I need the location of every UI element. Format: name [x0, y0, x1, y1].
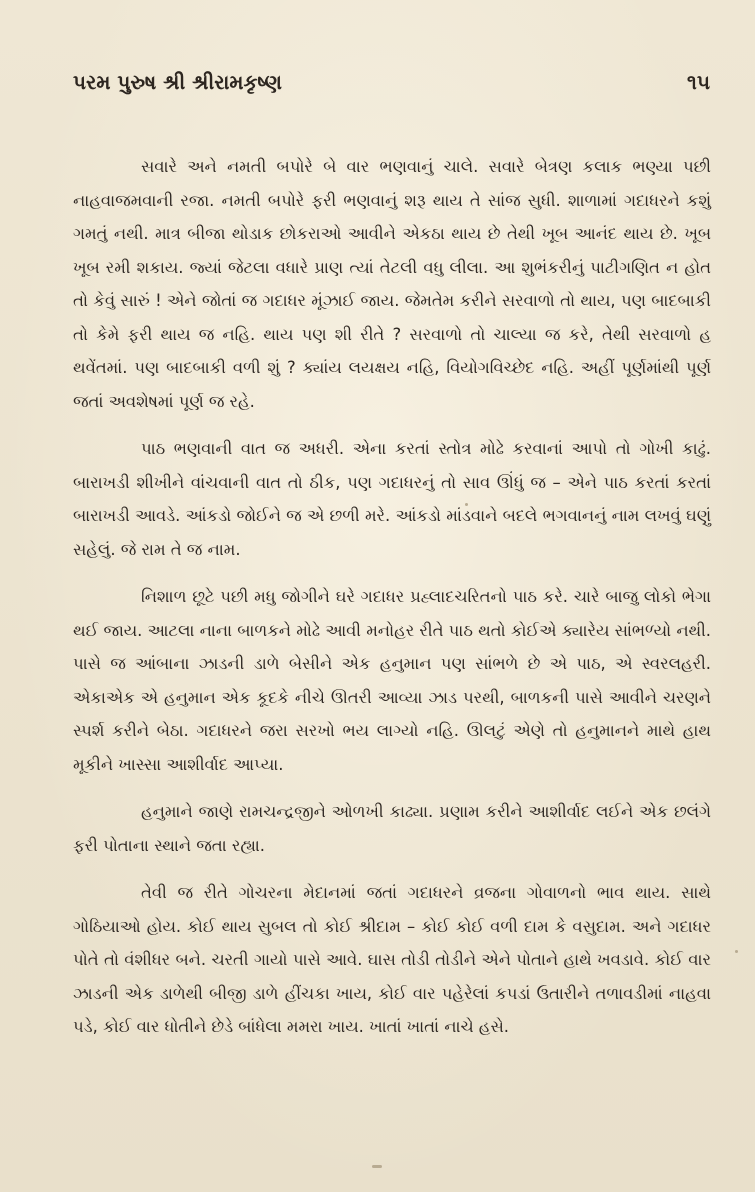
paper-speck	[372, 1165, 382, 1168]
running-title: પરમ પુરુષ શ્રી શ્રીરામકૃષ્ણ	[73, 70, 282, 94]
page-number: ૧૫	[687, 70, 710, 94]
paragraph-5: તેવી જ રીતે ગોચરના મેદાનમાં જતાં ગદાધરને વ્રજના ગોવાળનો ભાવ થાય. સાથે ગોઠિયાઓ હોય. કોઈ થાય સુબલ તો કોઈ શ્રીદામ – કોઈ કોઈ વળી દામ કે વસુદામ. અને ગદાધર પોતે તો વંશીધર બને. ચરતી ગાયો પાસે આવે. ઘાસ તોડી તોડીને એને પોતાને હાથે ખવડાવે. કોઈ વાર ઝાડની એક ડાળેથી બીજી ડાળે હીંચકા ખાય, કોઈ વાર પહેરેલાં કપડાં ઉતારીને તળાવડીમાં નાહવા પડે, કોઈ વાર ધોતીને છેડે બાંધેલા મમરા ખાય. ખાતાં ખાતાં નાચે હસે.	[73, 883, 711, 1036]
paper-speck	[465, 503, 468, 506]
paragraph-2: પાઠ ભણવાની વાત જ અધરી. એના કરતાં સ્તોત્ર મોઢે કરવાનાં આપો તો ગોખી કાઢું. બારાખડી શીખીને વાંચવાની વાત તો ઠીક, પણ ગદાધરનું તો સાવ ઊંધું જ – એને પાઠ કરતાં કરતાં બારાખડી આવડે. આંકડો જોઈને જ એ છળી મરે. આંકડો માંડવાને બદલે ભગવાનનું નામ લખવું ઘણું સહેલું. જે રામ તે જ નામ.	[73, 439, 711, 559]
paper-speck	[735, 950, 738, 953]
paragraph-1: સવારે અને નમતી બપોરે બે વાર ભણવાનું ચાલે. સવારે બેત્રણ કલાક ભણ્યા પછી નાહવાજમવાની રજા. નમતી બપોરે ફરી ભણવાનું શરૂ થાય તે સાંજ સુધી. શાળામાં ગદાધરને કશું ગમતું નથી. માત્ર બીજા થોડાક છોકરાઓ આવીને એકઠા થાય છે તેથી ખૂબ આનંદ થાય છે. ખૂબ ખૂબ રમી શકાય. જ્યાં જેટલા વધારે પ્રાણ ત્યાં તેટલી વધુ લીલા. આ શુભંકરીનું પાટીગણિત ન હોત તો કેવું સારું ! એને જોતાં જ ગદાધર મૂંઝાઈ જાય. જેમતેમ કરીને સરવાળો તો થાય, પણ બાદબાકી તો કેમે ફરી થાય જ નહિ. થાય પણ શી રીતે ? સરવાળો તો ચાલ્યા જ કરે, તેથી સરવાળો હ થવેંતમાં. પણ બાદબાકી વળી શું ? ક્યાંય લયક્ષય નહિ, વિયોગવિચ્છેદ નહિ. અહીં પૂર્ણમાંથી પૂર્ણ જતાં અવશેષમાં પૂર્ણ જ રહે.	[73, 157, 711, 411]
body-text	[73, 150, 711, 1058]
paragraph-3: નિશાળ છૂટે પછી મધુ જોગીને ઘરે ગદાધર પ્રહ્લાદચરિતનો પાઠ કરે. ચારે બાજુ લોકો ભેગા થઈ જાય. આટલા નાના બાળકને મોઢે આવી મનોહર રીતે પાઠ થતો કોઈએ ક્યારેય સાંભળ્યો નથી. પાસે જ આંબાના ઝાડની ડાળે બેસીને એક હનુમાન પણ સાંભળે છે એ પાઠ, એ સ્વરલહરી. એકાએક એ હનુમાન એક કૂદકે નીચે ઊતરી આવ્યા ઝાડ પરથી, બાળકની પાસે આવીને ચરણને સ્પર્શ કરીને બેઠા. ગદાધરને જરા સરખો ભય લાગ્યો નહિ. ઊલટું એણે તો હનુમાનને માથે હાથ મૂકીને ખાસ્સા આશીર્વાદ આપ્યા.	[73, 587, 711, 774]
page-header	[73, 70, 710, 106]
paragraph-4: હનુમાને જાણે રામચન્દ્રજીને ઓળખી કાઢ્યા. પ્રણામ કરીને આશીર્વાદ લઈને એક છલંગે ફરી પોતાના સ્થાને જતા રહ્યા.	[73, 802, 711, 855]
